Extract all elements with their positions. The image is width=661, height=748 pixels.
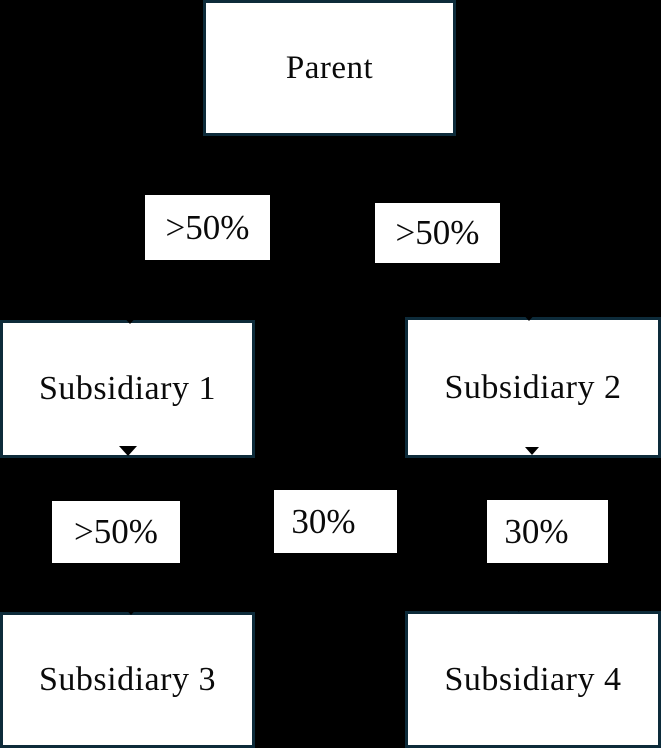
arrowhead-icon (525, 447, 539, 455)
arrowhead-icon (121, 314, 139, 324)
arrowhead-icon (122, 605, 140, 615)
ownership-label-lower-right (487, 500, 608, 563)
ownership-label-text: 30% (504, 511, 569, 551)
ownership-label-text: >50% (74, 512, 158, 551)
node-parent (203, 0, 456, 136)
arrowhead-icon (522, 313, 536, 321)
arrowhead-icon (119, 446, 137, 456)
ownership-label-lower-middle (274, 490, 397, 553)
node-subsidiary-2 (405, 317, 661, 458)
node-subsidiary-1 (0, 320, 255, 458)
node-subsidiary-2-label: Subsidiary 2 (444, 368, 622, 406)
node-subsidiary-1-label: Subsidiary 1 (39, 370, 216, 407)
ownership-label-upper-right (375, 203, 500, 263)
node-subsidiary-4-label: Subsidiary 4 (444, 660, 622, 698)
node-subsidiary-3 (0, 612, 255, 748)
ownership-label-lower-left (52, 501, 180, 563)
ownership-label-text: >50% (395, 213, 480, 252)
node-subsidiary-3-label: Subsidiary 3 (39, 661, 216, 698)
ownership-label-text: >50% (165, 207, 250, 247)
ownership-label-text: 30% (291, 501, 356, 541)
node-parent-label: Parent (285, 49, 374, 86)
ownership-label-upper-left (145, 195, 270, 260)
node-subsidiary-4 (405, 611, 661, 748)
